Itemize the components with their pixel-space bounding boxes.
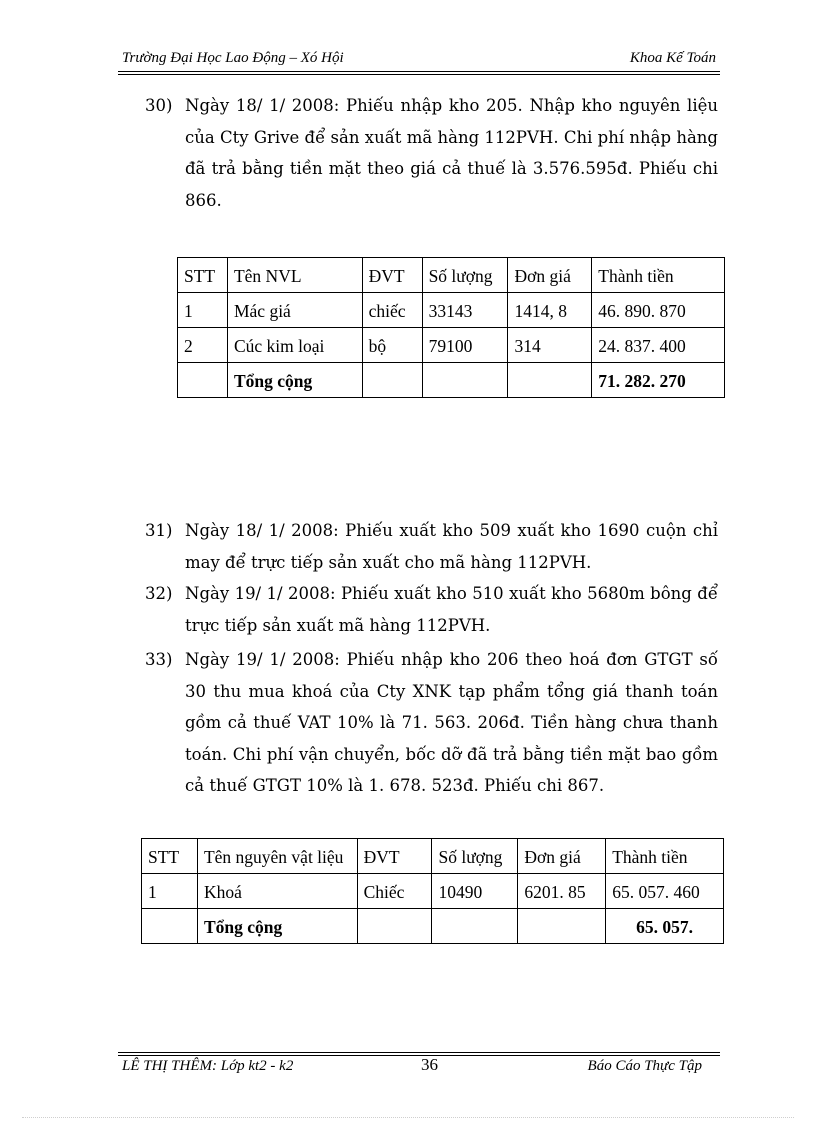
- table-cell: Chiếc: [357, 874, 432, 909]
- header-university: Trường Đại Học Lao Động – Xó Hội: [122, 50, 344, 66]
- page-number: 36: [421, 1055, 438, 1074]
- table-cell: Cúc kim loại: [227, 328, 362, 363]
- table-cell: 314: [508, 328, 592, 363]
- item-number: 32): [145, 584, 173, 603]
- page-footer: [118, 1050, 720, 1082]
- table-cell: [518, 909, 606, 944]
- item-text: Ngày 18/ 1/ 2008: Phiếu xuất kho 509 xuất kho 1690 cuộn chỉ may để trực tiếp sản xuất cho mã hàng 112PVH.: [185, 521, 718, 572]
- total-label: Tổng cộng: [227, 363, 362, 398]
- table-total-row: [178, 363, 725, 398]
- table-cell: 79100: [422, 328, 508, 363]
- header-cell: Thành tiền: [592, 258, 725, 293]
- page-bottom-dotted-line: [22, 1117, 794, 1118]
- item-text: Ngày 19/ 1/ 2008: Phiếu xuất kho 510 xuất kho 5680m bông để trực tiếp sản xuất mã hàng 112PVH.: [185, 584, 718, 635]
- table-cell: Khoá: [197, 874, 357, 909]
- table-header-row: [142, 839, 724, 874]
- table-total-row: [142, 909, 724, 944]
- footer-rule: [118, 1055, 720, 1056]
- header-rule: [118, 71, 720, 72]
- header-cell: Số lượng: [432, 839, 518, 874]
- total-amount: 65. 057.: [606, 909, 724, 944]
- materials-table-1: [177, 257, 725, 398]
- table-cell: 10490: [432, 874, 518, 909]
- header-rule: [118, 74, 720, 75]
- total-amount: 71. 282. 270: [592, 363, 725, 398]
- table-row: [142, 874, 724, 909]
- list-item-33: [145, 644, 718, 802]
- table-cell: [142, 909, 198, 944]
- table-cell: bộ: [362, 328, 422, 363]
- header-cell: Đơn giá: [508, 258, 592, 293]
- table-cell: [432, 909, 518, 944]
- item-number: 33): [145, 650, 173, 669]
- header-cell: Thành tiền: [606, 839, 724, 874]
- header-cell: STT: [142, 839, 198, 874]
- table-cell: 1: [142, 874, 198, 909]
- header-faculty: Khoa Kế Toán: [629, 50, 716, 66]
- header-cell: Số lượng: [422, 258, 508, 293]
- table-cell: [362, 363, 422, 398]
- item-number: 31): [145, 521, 173, 540]
- table-cell: Mác giá: [227, 293, 362, 328]
- header-cell: Tên nguyên vật liệu: [197, 839, 357, 874]
- table-cell: 1414, 8: [508, 293, 592, 328]
- page-header: [118, 48, 720, 72]
- table-cell: 6201. 85: [518, 874, 606, 909]
- table-cell: 1: [178, 293, 228, 328]
- table-cell: 46. 890. 870: [592, 293, 725, 328]
- list-item-30: [145, 90, 718, 216]
- list-item-31: [145, 515, 718, 578]
- materials-table-2: [141, 838, 724, 944]
- header-cell: ĐVT: [362, 258, 422, 293]
- table-row: [178, 328, 725, 363]
- footer-author: LÊ THỊ THÊM: Lớp kt2 - k2: [122, 1058, 294, 1074]
- table-cell: chiếc: [362, 293, 422, 328]
- item-text: Ngày 19/ 1/ 2008: Phiếu nhập kho 206 theo hoá đơn GTGT số 30 thu mua khoá của Cty XNK tạp phẩm tổng giá thanh toán gồm cả thuế VAT 10% là 71. 563. 206đ. Tiền hàng chưa thanh toán. Chi phí vận chuyển, bốc dỡ đã trả bằng tiền mặt bao gồm cả thuế GTGT 10% là 1. 678. 523đ. Phiếu chi 867.: [185, 650, 718, 795]
- header-cell: Đơn giá: [518, 839, 606, 874]
- table-row: [178, 293, 725, 328]
- list-item-32: [145, 578, 718, 641]
- table-cell: [508, 363, 592, 398]
- footer-report-title: Báo Cáo Thực Tập: [587, 1058, 702, 1074]
- table-cell: 33143: [422, 293, 508, 328]
- header-cell: Tên NVL: [227, 258, 362, 293]
- footer-rule: [118, 1052, 720, 1053]
- table-cell: 65. 057. 460: [606, 874, 724, 909]
- table-cell: [357, 909, 432, 944]
- table-cell: [422, 363, 508, 398]
- table-cell: 2: [178, 328, 228, 363]
- table-header-row: [178, 258, 725, 293]
- table-cell: [178, 363, 228, 398]
- table-cell: 24. 837. 400: [592, 328, 725, 363]
- header-cell: STT: [178, 258, 228, 293]
- total-label: Tổng cộng: [197, 909, 357, 944]
- header-cell: ĐVT: [357, 839, 432, 874]
- item-number: 30): [145, 96, 173, 115]
- item-text: Ngày 18/ 1/ 2008: Phiếu nhập kho 205. Nhập kho nguyên liệu của Cty Grive để sản xuất mã hàng 112PVH. Chi phí nhập hàng đã trả bằng tiền mặt theo giá cả thuế là 3.576.595đ. Phiếu chi 866.: [185, 96, 718, 210]
